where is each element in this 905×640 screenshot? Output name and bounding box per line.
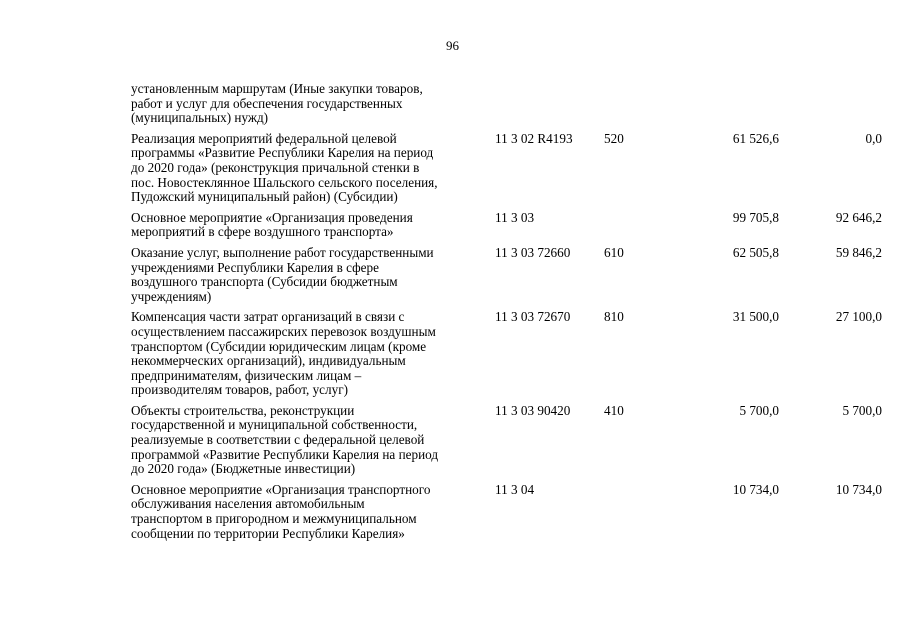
row-code: 11 3 04	[495, 481, 535, 497]
table-row	[131, 211, 891, 240]
row-value-2: 27 100,0	[835, 309, 882, 325]
row-name: Основное мероприятие «Организация проведения мероприятий в сфере воздушного транспорта»	[131, 209, 413, 240]
row-code: 11 3 03 90420	[495, 402, 571, 418]
row-code: 11 3 03 72660	[495, 244, 571, 260]
row-value-1: 99 705,8	[732, 209, 779, 225]
row-name: Оказание услуг, выполнение работ государственными учреждениями Республики Карелия в сфере воздушного транспорта (Субсидии бюджетным учреждениям)	[131, 244, 434, 304]
budget-table	[131, 82, 891, 547]
row-name: установленным маршрутам (Иные закупки товаров, работ и услуг для обеспечения государственных (муниципальных) нужд)	[131, 81, 423, 126]
row-code: 11 3 02 R4193	[495, 130, 573, 146]
row-value-1: 62 505,8	[732, 244, 779, 260]
row-name: Объекты строительства, реконструкции государственной и муниципальной собственности, реализуемые в соответствии с федеральной целевой программой «Развитие Республики Карелия на период до 2020 года» (Бюджетные инвестиции)	[131, 402, 439, 477]
row-expense-type: 520	[604, 130, 624, 146]
row-expense-type: 810	[604, 309, 624, 325]
row-value-2: 92 646,2	[835, 209, 882, 225]
row-code: 11 3 03 72670	[495, 309, 571, 325]
row-value-2: 59 846,2	[835, 244, 882, 260]
row-value-1: 31 500,0	[732, 309, 779, 325]
row-name: Компенсация части затрат организаций в связи с осуществлением пассажирских перевозок воздушным транспортом (Субсидии юридическим лицам (кроме некоммерческих организаций), индивидуальным предпринимателям, физическим лицам – производителям товаров, работ, услуг)	[131, 309, 436, 398]
table-row	[131, 132, 891, 205]
table-row	[131, 483, 891, 541]
row-value-2: 10 734,0	[835, 481, 882, 497]
table-row	[131, 404, 891, 477]
row-name: Основное мероприятие «Организация транспортного обслуживания населения автомобильным транспортом в пригородном и межмуниципальном сообщении по территории Республики Карелия»	[131, 481, 431, 541]
table-row	[131, 310, 891, 398]
page-number: 96	[446, 38, 459, 53]
table-row	[131, 82, 891, 126]
row-value-2: 0,0	[865, 130, 882, 146]
row-expense-type: 610	[604, 244, 624, 260]
row-value-1: 5 700,0	[739, 402, 779, 418]
row-code: 11 3 03	[495, 209, 535, 225]
table-row	[131, 246, 891, 304]
row-name: Реализация мероприятий федеральной целевой программы «Развитие Республики Карелия на период до 2020 года» (реконструкция причальной стенки в пос. Новостеклянное Шальского сельского поселения, Пудожский муниципальный район) (Субсидии)	[131, 130, 438, 205]
row-value-1: 10 734,0	[732, 481, 779, 497]
row-value-2: 5 700,0	[842, 402, 882, 418]
row-value-1: 61 526,6	[732, 130, 779, 146]
row-expense-type: 410	[604, 402, 624, 418]
